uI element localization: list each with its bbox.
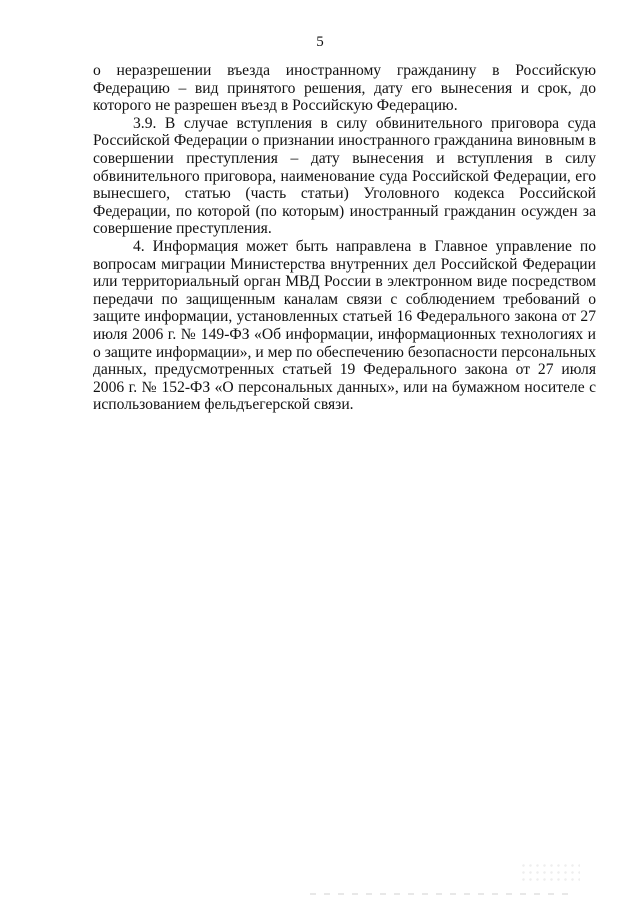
paragraph-entry-ban-continuation: о неразрешении въезда иностранному гражданину в Российскую Федерацию – вид принятого решения, дату его вынесения и срок, до которого не разрешен въезд в Российскую Федерацию. <box>93 62 596 115</box>
document-body <box>93 62 596 414</box>
scan-noise-dots <box>520 862 580 882</box>
paragraph-4: 4. Информация может быть направлена в Главное управление по вопросам миграции Министерства внутренних дел Российской Федерации или территориальный орган МВД России в электронном виде посредством передачи по защищенным каналам связи с соблюдением требований о защите информации, установленных статьей 16 Федерального закона от 27 июля 2006 г. № 149-ФЗ «Об информации, информационных технологиях и о защите информации», и мер по обеспечению безопасности персональных данных, предусмотренных статьей 19 Федерального закона от 27 июля 2006 г. № 152-ФЗ «О персональных данных», или на бумажном носителе с использованием фельдъегерской связи. <box>93 237 596 414</box>
page-number: 5 <box>316 34 324 50</box>
paragraph-3-9: 3.9. В случае вступления в силу обвинительного приговора суда Российской Федерации о признании иностранного гражданина виновным в совершении преступления – дату вынесения и вступления в силу обвинительного приговора, наименование суда Российской Федерации, его вынесшего, статью (часть статьи) Уголовного кодекса Российской Федерации, по которой (по которым) иностранный гражданин осужден за совершение преступления. <box>93 114 596 238</box>
scan-noise-line <box>310 893 570 895</box>
